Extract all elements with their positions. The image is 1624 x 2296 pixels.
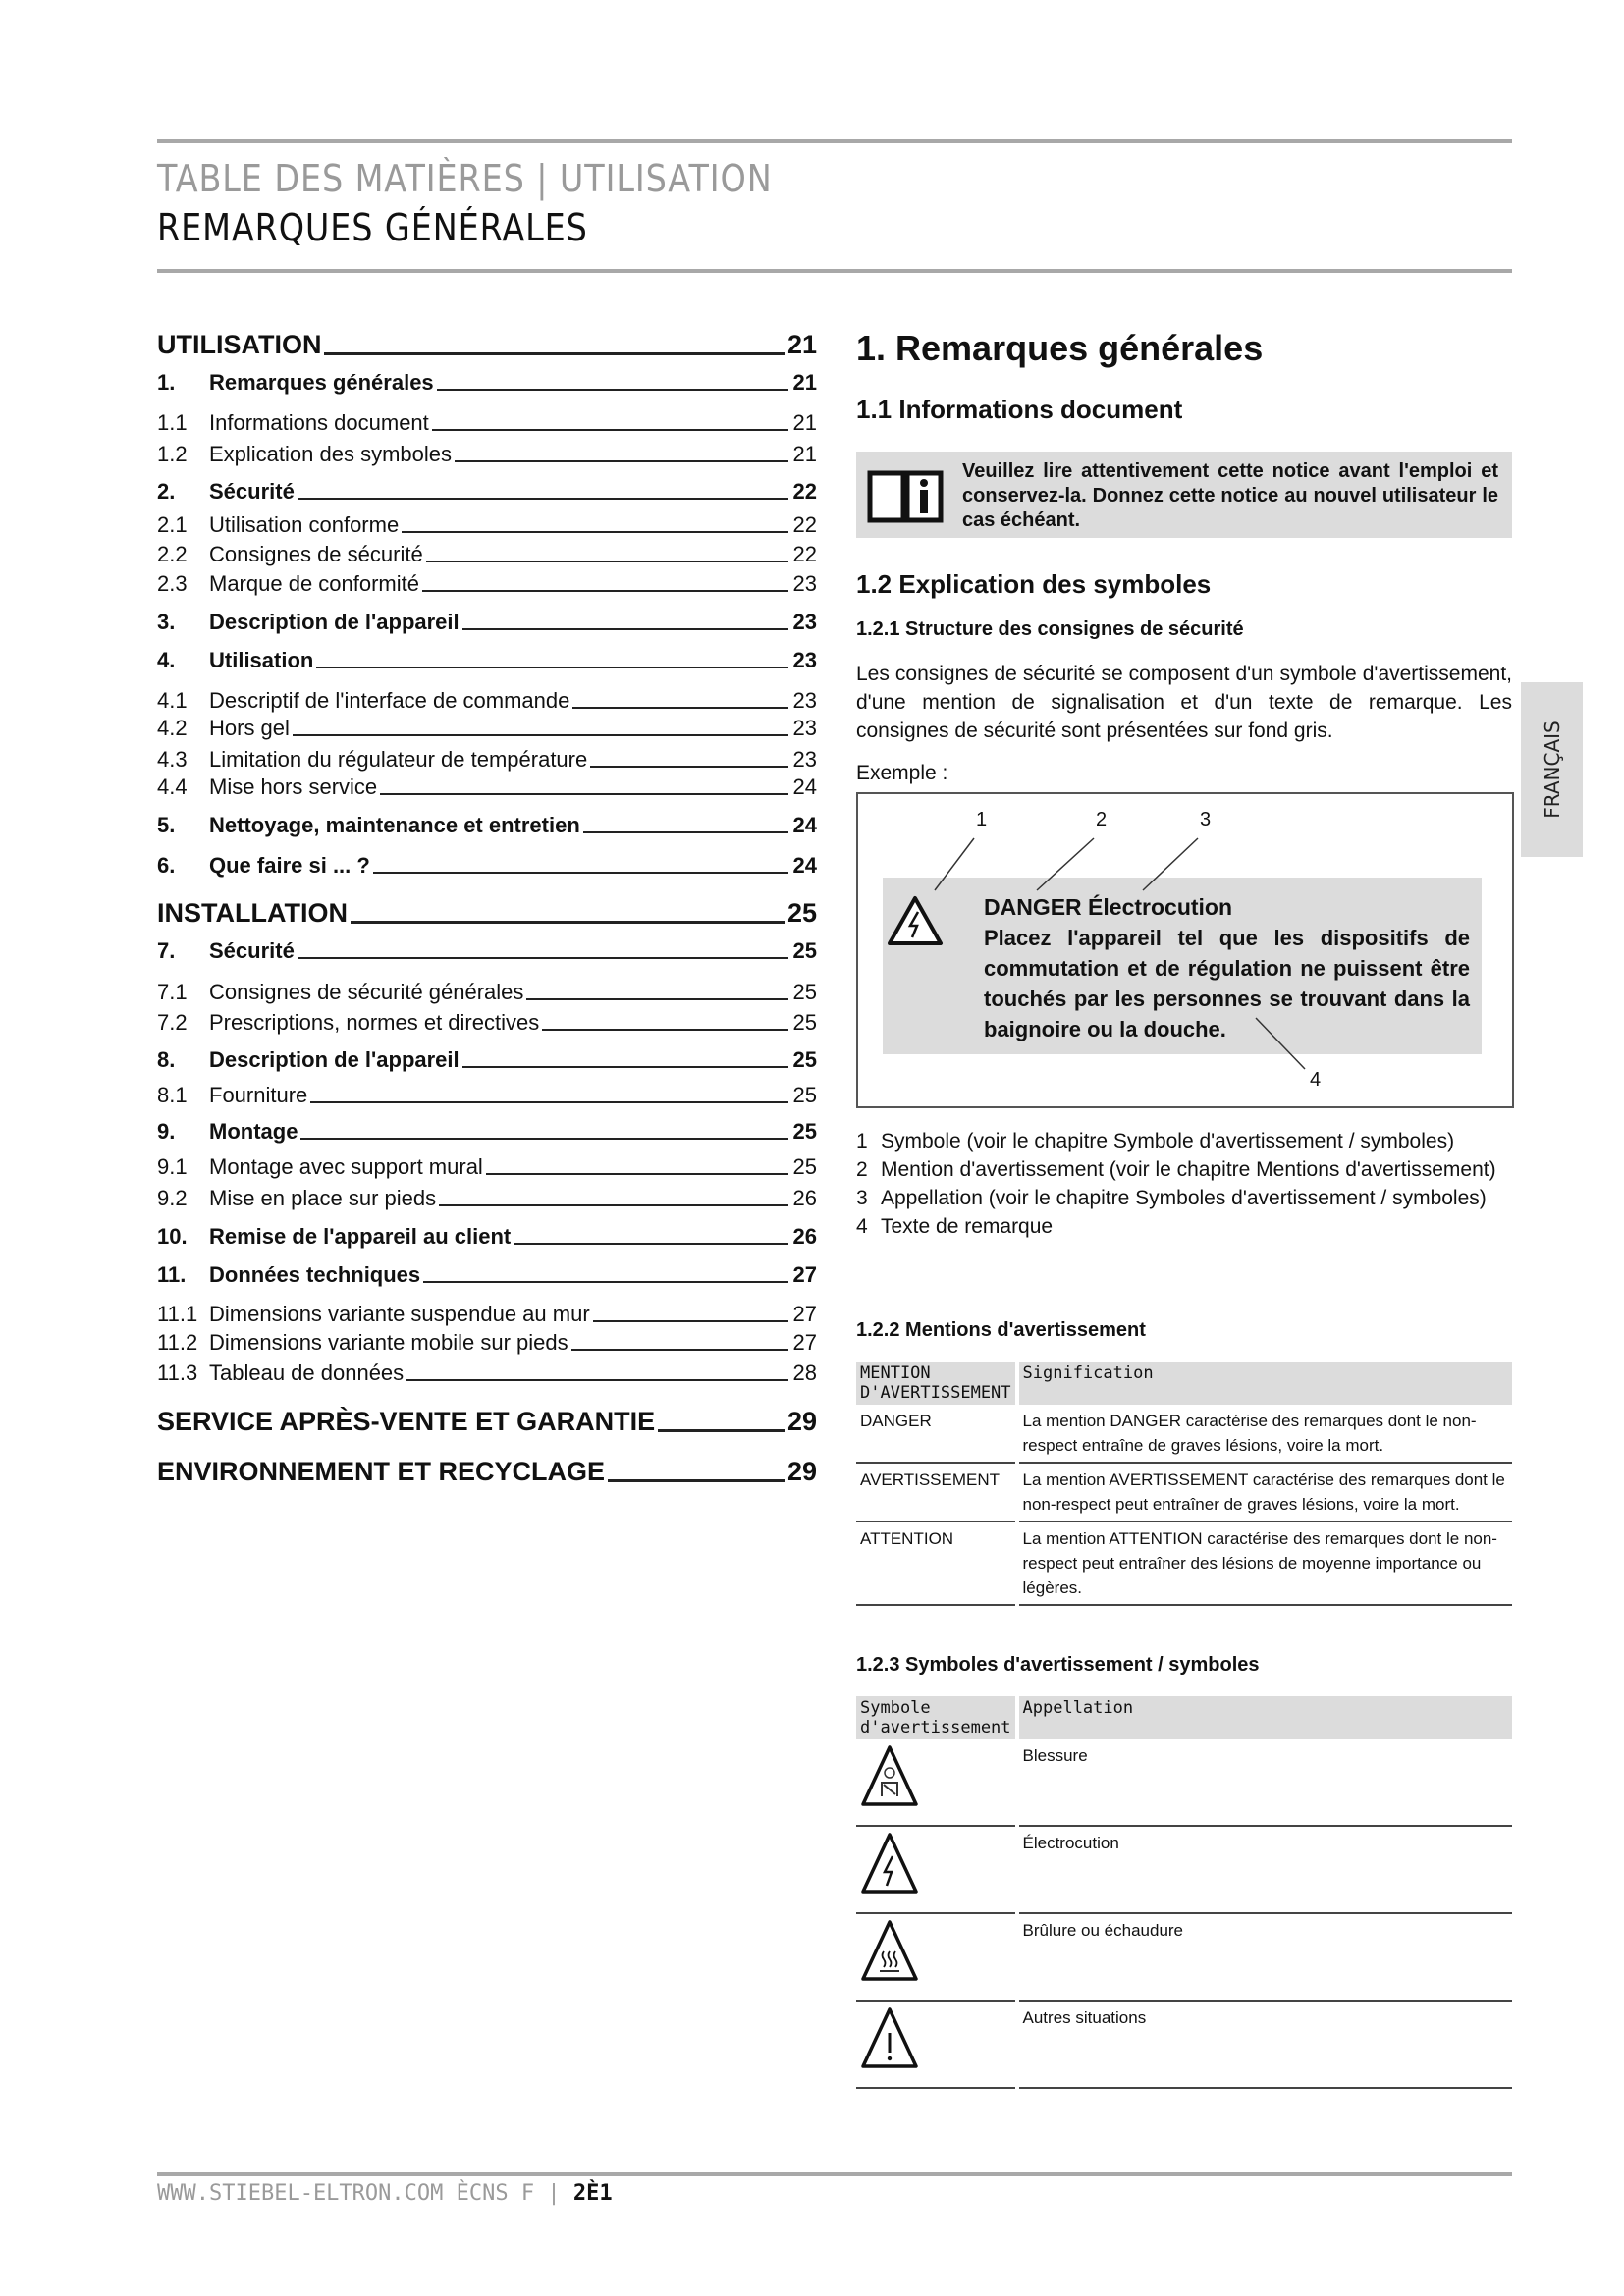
toc-title: Consignes de sécurité générales	[209, 980, 524, 1004]
toc-page: 23	[792, 688, 817, 713]
symbol-cell	[856, 1914, 1015, 2002]
toc-title: Mise hors service	[209, 774, 378, 799]
toc-leader	[324, 352, 784, 355]
toc-entry[interactable]	[157, 688, 817, 714]
toc-leader	[608, 1479, 785, 1482]
toc-leader	[351, 921, 785, 924]
toc-entry[interactable]	[157, 853, 817, 879]
toc-title: Descriptif de l'interface de commande	[209, 688, 570, 713]
signal-word: AVERTISSEMENT	[856, 1464, 1015, 1522]
toc-leader	[658, 1429, 785, 1432]
toc-title: Limitation du régulateur de température	[209, 747, 588, 772]
toc-leader	[432, 429, 788, 431]
toc-page: 22	[792, 479, 817, 504]
toc-number: 8.1	[157, 1083, 188, 1107]
toc-number: 4.	[157, 648, 176, 672]
toc-leader	[402, 531, 788, 533]
toc-page: 23	[792, 571, 817, 596]
toc-leader	[583, 831, 788, 833]
toc-leader	[298, 498, 788, 500]
electrocution-warning-icon	[860, 1831, 919, 1896]
toc-number: 6.	[157, 853, 176, 878]
toc-title: Utilisation	[209, 648, 314, 672]
toc-entry[interactable]	[157, 610, 817, 635]
toc-number: 2.1	[157, 512, 188, 537]
footer	[157, 2181, 613, 2206]
language-tab	[1521, 682, 1583, 857]
toc-page: 25	[792, 1083, 817, 1107]
symbol-cell	[856, 1827, 1015, 1914]
toc-page: 21	[786, 330, 817, 359]
general-warning-icon	[860, 2005, 919, 2070]
toc-page: 29	[786, 1407, 817, 1436]
toc-page: 21	[792, 442, 817, 466]
toc-number: 4.1	[157, 688, 188, 713]
table-row	[856, 2002, 1512, 2089]
toc-number: 11.1	[157, 1302, 198, 1326]
toc-entry[interactable]	[157, 980, 817, 1005]
toc-page: 28	[792, 1361, 817, 1385]
toc-page: 22	[792, 542, 817, 566]
table-row	[856, 1739, 1512, 1827]
toc-page: 26	[792, 1186, 817, 1210]
toc-entry[interactable]	[157, 479, 817, 505]
toc-leader	[462, 628, 788, 630]
toc-title: Remarques générales	[209, 370, 434, 395]
toc-leader	[590, 766, 788, 768]
toc-page: 25	[792, 1119, 817, 1144]
toc-title: Que faire si ... ?	[209, 853, 370, 878]
column-header: Symbole d'avertissement	[856, 1696, 1015, 1739]
toc-entry[interactable]	[157, 716, 817, 741]
toc-number: 5.	[157, 813, 176, 837]
toc-title: Consignes de sécurité	[209, 542, 423, 566]
toc-leader	[406, 1379, 788, 1381]
toc-number: 3.	[157, 610, 176, 634]
legend-text: Symbole (voir le chapitre Symbole d'avertissement / symboles)	[881, 1130, 1455, 1152]
toc-number: 4.3	[157, 747, 188, 772]
section-heading-1-1: 1.1 Informations document	[856, 395, 1183, 424]
toc-leader	[298, 957, 788, 959]
callout-4: 4	[1310, 1069, 1322, 1091]
toc-entry[interactable]	[157, 774, 817, 800]
toc-page: 24	[792, 774, 817, 799]
toc-number: 1.2	[157, 442, 188, 466]
toc-page: 26	[792, 1224, 817, 1249]
table-row	[856, 1405, 1512, 1464]
toc-number: 9.1	[157, 1154, 188, 1179]
warning-symbols-table	[852, 1696, 1516, 2089]
toc-entry[interactable]	[157, 1361, 817, 1386]
toc-title: Utilisation conforme	[209, 512, 400, 537]
toc-number: 11.2	[157, 1330, 198, 1355]
toc-title: Prescriptions, normes et directives	[209, 1010, 540, 1035]
toc-entry[interactable]	[157, 442, 817, 467]
toc-entry[interactable]	[157, 747, 817, 773]
toc-page: 25	[792, 938, 817, 963]
toc-title: SERVICE APRÈS-VENTE ET GARANTIE	[157, 1407, 656, 1436]
toc-page: 24	[792, 813, 817, 837]
table-row	[856, 1522, 1512, 1606]
toc-entry[interactable]	[157, 1457, 817, 1487]
toc-page: 23	[792, 648, 817, 672]
toc-entry[interactable]	[157, 1010, 817, 1036]
toc-number: 2.2	[157, 542, 188, 566]
toc-page: 23	[792, 716, 817, 740]
toc-number: 1.1	[157, 410, 188, 435]
toc-page: 22	[792, 512, 817, 537]
signal-words-table	[852, 1362, 1516, 1606]
toc-entry[interactable]	[157, 1302, 817, 1327]
toc-page: 25	[786, 898, 817, 928]
toc-entry[interactable]	[157, 813, 817, 838]
header-section: TABLE DES MATIÈRES | UTILISATION	[157, 157, 773, 200]
toc-entry[interactable]	[157, 1224, 817, 1250]
toc-page: 23	[792, 747, 817, 772]
toc-entry[interactable]	[157, 571, 817, 597]
toc-title: Sécurité	[209, 479, 295, 504]
legend-text: Mention d'avertissement (voir le chapitre Mentions d'avertissement)	[881, 1158, 1496, 1181]
toc-number: 2.3	[157, 571, 188, 596]
language-tab-label: FRANÇAIS	[1540, 721, 1564, 819]
toc-page: 29	[786, 1457, 817, 1486]
legend-item	[856, 1155, 1512, 1184]
signal-meaning: La mention AVERTISSEMENT caractérise des remarques dont le non-respect peut entraîner de graves lésions, voire la mort.	[1019, 1464, 1512, 1522]
toc-page: 21	[792, 370, 817, 395]
toc-title: Données techniques	[209, 1262, 421, 1287]
toc-entry[interactable]	[157, 1083, 817, 1108]
toc-leader	[437, 389, 788, 391]
toc-leader	[462, 1066, 788, 1068]
signal-word: ATTENTION	[856, 1522, 1015, 1606]
symbol-label: Brûlure ou échaudure	[1019, 1914, 1512, 2002]
toc-title: Dimensions variante suspendue au mur	[209, 1302, 590, 1326]
toc-number: 10.	[157, 1224, 188, 1249]
legend-number: 1	[856, 1130, 868, 1152]
toc-leader	[310, 1101, 788, 1103]
column-header: Signification	[1019, 1362, 1512, 1405]
toc-page: 24	[792, 853, 817, 878]
toc-leader	[300, 1138, 788, 1140]
chapter-title: 1. Remarques générales	[856, 328, 1264, 368]
toc-leader	[526, 998, 788, 1000]
toc-title: ENVIRONNEMENT ET RECYCLAGE	[157, 1457, 606, 1486]
toc-page: 25	[792, 1047, 817, 1072]
structure-paragraph: Les consignes de sécurité se composent d'un symbole d'avertissement, d'une mention de signalisation et d'un texte de remarque. Les consignes de sécurité sont présentées sur fond gris.	[856, 663, 1512, 742]
signal-meaning: La mention ATTENTION caractérise des remarques dont le non-respect peut entraîner des lésions de moyenne importance ou légères.	[1019, 1522, 1512, 1606]
toc-entry[interactable]	[157, 1154, 817, 1180]
toc-leader	[542, 1029, 788, 1031]
example-label: Exemple :	[856, 762, 948, 784]
toc-page: 25	[792, 1154, 817, 1179]
toc-number: 9.	[157, 1119, 176, 1144]
footer-rule	[157, 2172, 1512, 2176]
toc-leader	[380, 793, 788, 795]
toc-page: 25	[792, 1010, 817, 1035]
callout-3: 3	[1200, 809, 1212, 830]
toc-leader	[514, 1243, 788, 1245]
toc-entry[interactable]	[157, 938, 817, 964]
footer-text: WWW.STIEBEL-ELTRON.COM ÈCNS F |	[157, 2181, 573, 2206]
toc-title: Sécurité	[209, 938, 295, 963]
toc-entry[interactable]	[157, 1407, 817, 1437]
toc-leader	[293, 734, 788, 736]
toc-leader	[423, 1281, 788, 1283]
toc-entry[interactable]	[157, 648, 817, 673]
example-legend	[856, 1127, 1512, 1241]
example-warning-body: Placez l'appareil tel que les dispositifs de commutation et de régulation ne puissent être touchés par les personnes se trouvant dans la baignoire ou la douche.	[984, 926, 1470, 1041]
toc-number: 4.4	[157, 774, 188, 799]
table-row	[856, 1827, 1512, 1914]
section-heading-1-2-3: 1.2.3 Symboles d'avertissement / symboles	[856, 1654, 1260, 1676]
toc-entry[interactable]	[157, 1330, 817, 1356]
symbol-label: Blessure	[1019, 1739, 1512, 1827]
symbol-label: Électrocution	[1019, 1827, 1512, 1914]
burn-warning-icon	[860, 1918, 919, 1983]
toc-title: Remise de l'appareil au client	[209, 1224, 512, 1249]
toc-entry[interactable]	[157, 1262, 817, 1288]
section-heading-1-2: 1.2 Explication des symboles	[856, 569, 1212, 599]
toc-title: Hors gel	[209, 716, 290, 740]
table-row	[856, 1914, 1512, 2002]
toc-number: 11.3	[157, 1361, 198, 1385]
signal-word: DANGER	[856, 1405, 1015, 1464]
toc-leader	[571, 1349, 788, 1351]
toc-entry[interactable]	[157, 898, 817, 929]
injury-warning-icon	[860, 1743, 919, 1808]
toc-leader	[439, 1204, 788, 1206]
toc-title: Marque de conformité	[209, 571, 419, 596]
toc-leader	[422, 590, 788, 592]
toc-number: 7.1	[157, 980, 188, 1004]
example-warning-text	[984, 892, 1470, 1044]
toc-entry[interactable]	[157, 1119, 817, 1145]
chapter-heading	[856, 328, 1512, 369]
toc-title: Description de l'appareil	[209, 1047, 460, 1072]
toc-title: Tableau de données	[209, 1361, 405, 1385]
notice-text: Veuillez lire attentivement cette notice avant l'emploi et conservez-la. Donnez cette notice au nouvel utilisateur le cas échéant.	[962, 460, 1498, 531]
toc-page: 23	[792, 610, 817, 634]
read-notice-box	[856, 452, 1512, 538]
example-box	[856, 792, 1514, 1108]
legend-item	[856, 1184, 1512, 1212]
toc-entry[interactable]	[157, 542, 817, 567]
toc-entry[interactable]	[157, 330, 817, 360]
legend-item	[856, 1212, 1512, 1241]
legend-text: Appellation (voir le chapitre Symboles d'avertissement / symboles)	[881, 1187, 1487, 1209]
footer-page-number: 2È1	[572, 2181, 613, 2206]
toc-number: 8.	[157, 1047, 176, 1072]
toc-title: Montage avec support mural	[209, 1154, 483, 1179]
toc-number: 7.2	[157, 1010, 188, 1035]
legend-number: 2	[856, 1158, 868, 1181]
toc-page: 21	[792, 410, 817, 435]
toc-number: 11.	[157, 1262, 187, 1287]
toc-title: INSTALLATION	[157, 898, 348, 928]
header-rule-top	[157, 139, 1512, 143]
callout-2: 2	[1096, 809, 1108, 830]
toc-title: Description de l'appareil	[209, 610, 460, 634]
example-warning-title: DANGER Électrocution	[984, 894, 1233, 920]
toc-page: 25	[792, 980, 817, 1004]
toc-title: Montage	[209, 1119, 298, 1144]
toc-number: 7.	[157, 938, 176, 963]
toc-page: 27	[792, 1262, 817, 1287]
column-header: MENTION D'AVERTISSEMENT	[856, 1362, 1015, 1405]
book-info-icon	[866, 465, 945, 524]
toc-title: Dimensions variante mobile sur pieds	[209, 1330, 568, 1355]
toc-number: 4.2	[157, 716, 188, 740]
toc-number: 1.	[157, 370, 176, 395]
toc-title: Mise en place sur pieds	[209, 1186, 437, 1210]
toc-number: 2.	[157, 479, 176, 504]
symbol-cell	[856, 1739, 1015, 1827]
electrocution-warning-icon	[886, 894, 945, 947]
toc-entry[interactable]	[157, 512, 817, 538]
toc-title: Fourniture	[209, 1083, 308, 1107]
toc-title: Nettoyage, maintenance et entretien	[209, 813, 580, 837]
toc-entry[interactable]	[157, 370, 817, 396]
toc-leader	[455, 460, 788, 462]
legend-text: Texte de remarque	[881, 1215, 1054, 1238]
toc-leader	[486, 1173, 788, 1175]
header-title: REMARQUES GÉNÉRALES	[157, 206, 588, 249]
toc-title: Explication des symboles	[209, 442, 453, 466]
legend-number: 4	[856, 1215, 868, 1238]
legend-number: 3	[856, 1187, 868, 1209]
toc-title: UTILISATION	[157, 330, 322, 359]
column-header: Appellation	[1019, 1696, 1512, 1739]
legend-item	[856, 1127, 1512, 1155]
toc-leader	[593, 1320, 788, 1322]
symbol-cell	[856, 2002, 1015, 2089]
section-heading-1-2-1: 1.2.1 Structure des consignes de sécurité	[856, 618, 1244, 640]
header-rule-bottom	[157, 269, 1512, 273]
section-heading-1-2-2: 1.2.2 Mentions d'avertissement	[856, 1319, 1146, 1341]
toc-title: Informations document	[209, 410, 429, 435]
toc-entry[interactable]	[157, 410, 817, 436]
toc-page: 27	[792, 1302, 817, 1326]
toc-page: 27	[792, 1330, 817, 1355]
toc-leader	[426, 561, 788, 562]
signal-meaning: La mention DANGER caractérise des remarques dont le non-respect entraîne de graves lésions, voire la mort.	[1019, 1405, 1512, 1464]
callout-1: 1	[976, 809, 988, 830]
toc-leader	[572, 707, 788, 709]
toc-leader	[373, 872, 788, 874]
table-row	[856, 1464, 1512, 1522]
symbol-label: Autres situations	[1019, 2002, 1512, 2089]
toc-leader	[316, 667, 788, 668]
toc-number: 9.2	[157, 1186, 188, 1210]
toc-entry[interactable]	[157, 1186, 817, 1211]
toc-entry[interactable]	[157, 1047, 817, 1073]
